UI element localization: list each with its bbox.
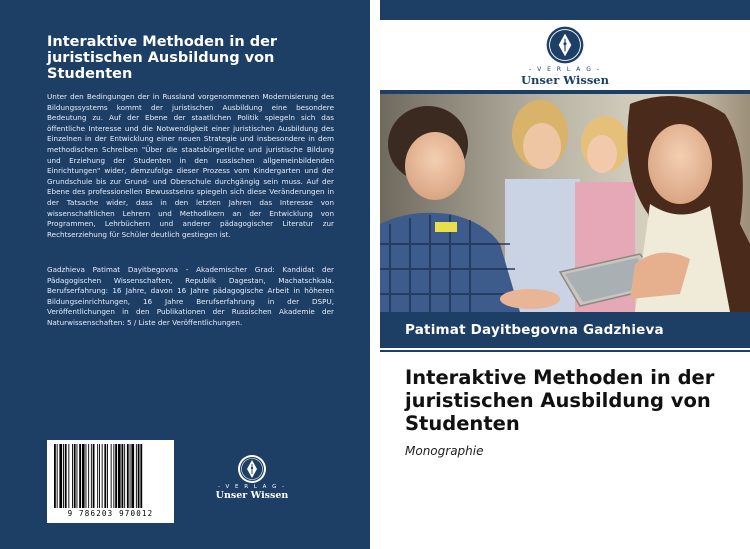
- series-label: Monographie: [405, 444, 484, 458]
- back-cover-description: Unter den Bedingungen der in Russland vorgenommenen Modernisierung des Bildungssystems kommt der juristischen Ausbildung eine besondere Bedeutung zu. Auf der Ebene der staatlichen Politik spiegeln sich das öffentliche Interesse und die Notwendigkeit einer juristischen Ausbildung des Einzelnen in der Entwicklung einer neuen Strategie und insbesondere in dem methodischen Schreiben "Über die staatsbürgerliche und juristische Bildung und Erziehung der Studenten in den russischen allgemeinbildenden Einrichtungen" wider, demzufolge dieser Prozess vom Kindergarten und der Grundschule bis zur Grund- und Oberschule durchgängig sein muss. Auf der Ebene des professionellen Bewusstseins spiegeln sich diese Veränderungen in der Tatsache wider, dass in den letzten Jahren das Interesse von wissenschaftlichen Lehrern und Methodikern an der Entwicklung von Programmen, Lehrbüchern und anderer pädagogischer Literatur zur Rechtserziehung für Schüler deutlich gestiegen ist.: [47, 92, 334, 239]
- author-name: Patimat Dayitbegovna Gadzhieva: [405, 322, 664, 338]
- barcode: [47, 440, 174, 523]
- spine: [370, 0, 380, 549]
- publisher-logo-front: [513, 26, 617, 87]
- publisher-name: Unser Wissen: [521, 73, 609, 87]
- book-title: Interaktive Methoden in der juristischen Ausbildung von Studenten: [405, 366, 715, 435]
- fountain-pen-nib-icon: [546, 26, 584, 64]
- publisher-name: Unser Wissen: [215, 490, 289, 501]
- barcode-icon: [52, 444, 169, 508]
- author-biography: Gadzhieva Patimat Dayitbegovna - Akademischer Grad: Kandidat der Pädagogischen Wissenschaften, Republik Dagestan, Machatschkala. Berufserfahrung: 16 Jahre, davon 16 Jahre pädagogische Arbeit in höheren Bildungseinrichtungen, 16 Jahre Berufserfahrung in der DSPU, Veröffentlichungen in den Publikationen der Russischen Akademie der Naturwissenschaften: 5 / Liste der Veröffentlichungen.: [47, 265, 334, 327]
- author-band: [380, 312, 750, 348]
- isbn-number: 9 786203 970012: [67, 509, 154, 518]
- publisher-verlag-label: - V E R L A G -: [217, 484, 287, 490]
- back-cover-title: Interaktive Methoden in der juristischen Ausbildung von Studenten: [47, 34, 278, 82]
- publisher-verlag-label: - V E R L A G -: [529, 66, 601, 73]
- fountain-pen-nib-icon: [237, 454, 267, 484]
- top-band: [380, 0, 750, 20]
- title-rule: [380, 350, 750, 352]
- classroom-tablet-photo: [380, 94, 750, 312]
- front-cover: [380, 0, 750, 549]
- cover-photo: [380, 94, 750, 312]
- publisher-logo-back: [214, 454, 290, 501]
- back-cover: [0, 0, 370, 549]
